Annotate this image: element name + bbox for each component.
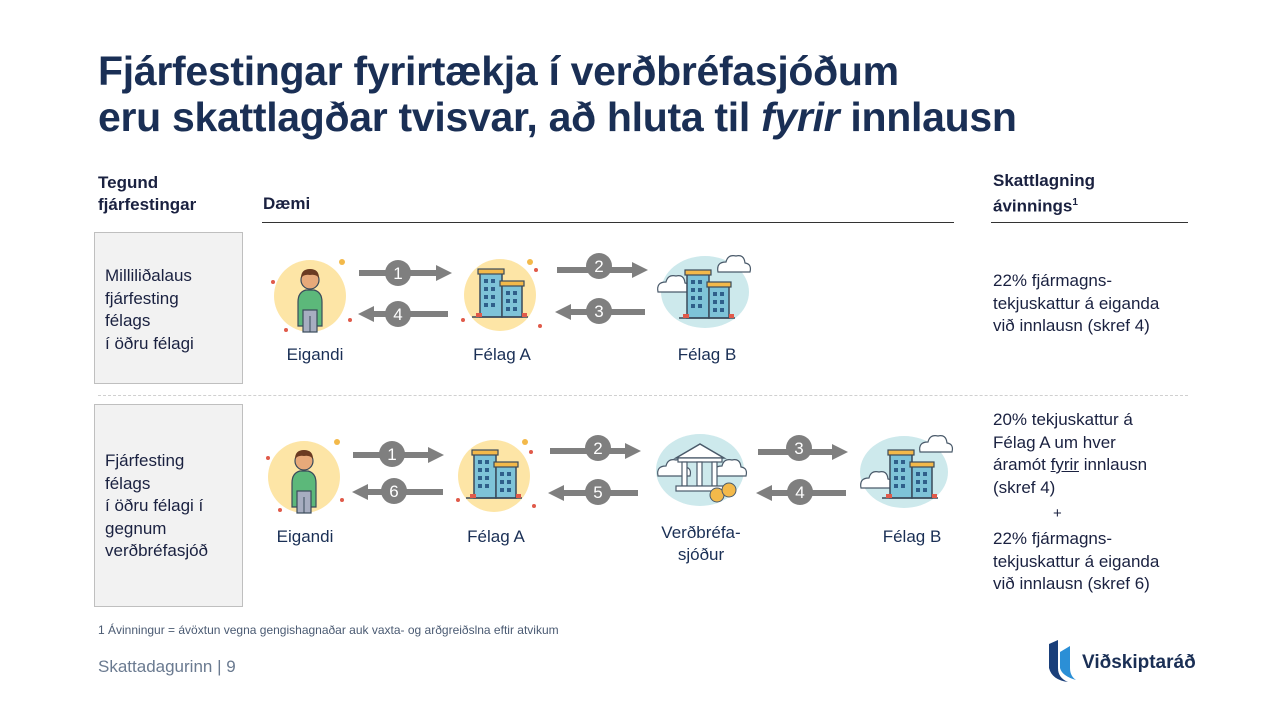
row2-tax-text-1 [993,409,1147,499]
row1-entity-label-owner: Eigandi [286,345,344,364]
row1-type-line: fjárfesting [105,288,179,308]
row1-tax-text [993,270,1159,338]
page-label: Skattadagurinn | 9 [98,657,236,676]
row2-entity-label-company-a: Félag A [467,527,525,546]
row2-owner-icon [266,439,344,513]
row2-step-label: 3 [794,439,804,458]
row2-tax-line-3-end: innlausn [1078,455,1148,474]
title-line-2-start: eru skattlagðar tvisvar, að hluta til [98,94,762,140]
header-example: Dæmi [263,194,311,213]
row1-step-label: 3 [594,302,604,321]
row2-tax-line: (skref 4) [993,477,1056,497]
row2-tax-line-3-underlined: fyrir [1050,455,1079,474]
row2-fund-icon [656,434,746,506]
header-tax-line-1: Skattlagning [993,171,1096,190]
header-tax-footnote-marker: 1 [1072,197,1078,208]
row1-tax-line: tekjuskattur á eiganda [993,293,1160,313]
row2-tax-line: 20% tekjuskattur á [993,410,1133,429]
row2-tax-line-3-start: áramót [993,455,1051,474]
row2-arrow-1 [353,441,444,467]
row1-arrow-4 [358,301,448,327]
row2-entity-label-company-b: Félag B [882,527,942,546]
row2-type-line: í öðru félagi í [105,496,204,515]
row1-step-label: 4 [393,305,403,324]
row2-step-label: 5 [593,483,603,502]
row2-tax-line [993,454,1147,477]
row1-company-a-icon [461,259,542,331]
row1-owner-icon [271,259,352,332]
row1-type-line: í öðru félagi [105,333,194,353]
row1-tax-line: 22% fjármagns- [993,271,1113,290]
row2-entity-label-fund [631,522,771,566]
row2-entity-label-owner: Eigandi [276,527,334,546]
title-line-2-end: innlausn [839,94,1017,140]
row2-step-label: 4 [795,483,805,502]
row2-step-label: 6 [389,482,399,501]
row2-type-line: gegnum [105,518,167,538]
header-type-line-1: Tegund [98,173,159,192]
row2-step-label: 2 [593,439,603,458]
header-type-line-2: fjárfestingar [98,195,197,214]
row2-tax-line: við innlausn (skref 6) [993,574,1150,593]
row2-company-b-icon [860,436,952,508]
row2-type-line: Fjárfesting [105,451,185,470]
title-line-2-italic: fyrir [761,94,840,140]
row2-tax-line: 22% fjármagns- [993,529,1113,548]
footnote: 1 Ávinningur = ávöxtun vegna gengishagnaðar auk vaxta- og arðgreiðslna eftir atvikum [98,623,559,637]
row1-arrow-1 [359,260,452,286]
row2-step-label: 1 [387,445,397,464]
row2-tax-text-2 [993,528,1159,596]
header-tax-line-2-text: ávinnings [993,196,1073,216]
row1-company-b-icon [658,256,751,328]
row1-type-line: Milliliðalaus [105,266,192,285]
brand-name: Viðskiptaráð [1082,652,1196,673]
title-line-1: Fjárfestingar fyrirtækja í verðbréfasjóðum [98,48,899,94]
row2-tax-plus: + [1053,505,1062,522]
row1-step-label: 1 [393,264,403,283]
row1-entity-label-company-a: Félag A [473,345,531,364]
row2-tax-line: Félag A um hver [993,432,1116,452]
row2-type-line: verðbréfasjóð [105,541,209,560]
row1-step-label: 2 [594,257,604,276]
row2-fund-label-line-1: Verðbréfa- [661,523,741,542]
row2-tax-line: tekjuskattur á eiganda [993,551,1160,571]
brand-logo-icon [1046,638,1078,686]
row2-fund-label-line-2: sjóður [677,545,725,564]
row2-type-line: félags [105,473,151,493]
row1-type-line: félags [105,311,151,330]
row1-tax-line: við innlausn (skref 4) [993,316,1150,335]
row1-entity-label-company-b: Félag B [677,345,737,364]
row2-company-a-icon [456,439,536,512]
